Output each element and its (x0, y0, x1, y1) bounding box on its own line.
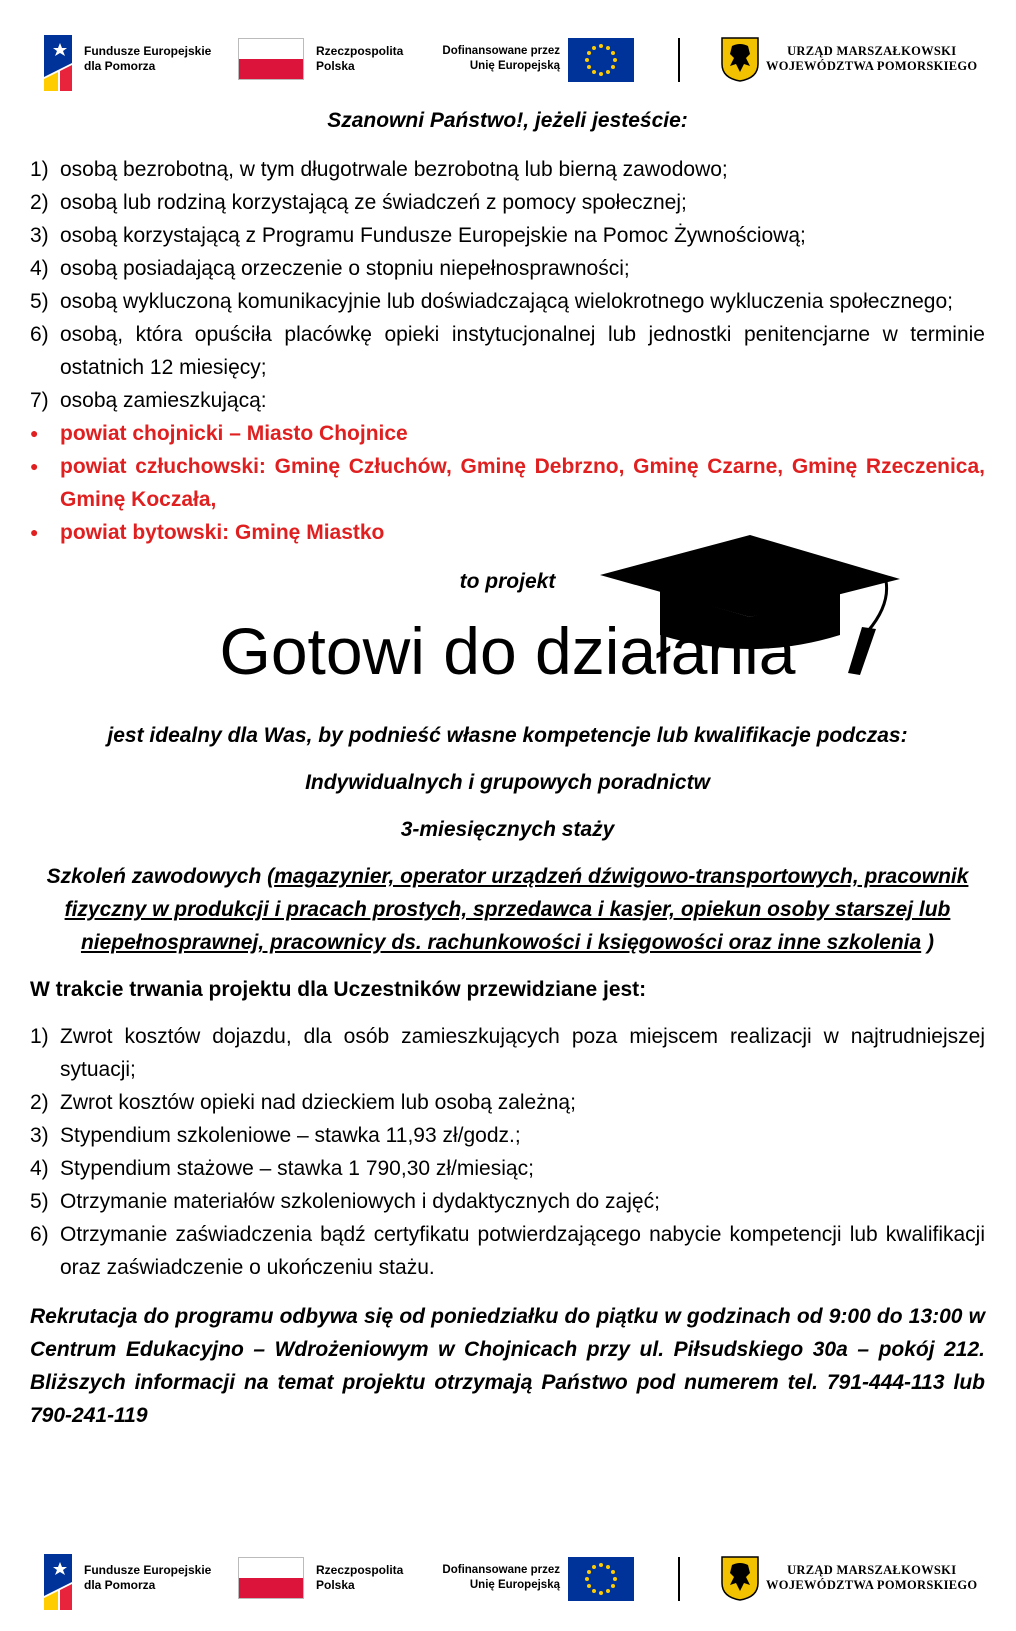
benefits-list (30, 1020, 985, 1284)
list-item: 5) Otrzymanie materiałów szkoleniowych i dydaktycznych do zajęć; (30, 1190, 660, 1213)
urzad-marszalkowski-label: URZĄD MARSZAŁKOWSKI WOJEWÓDZTWA POMORSKIEGO (766, 44, 978, 73)
eu-flag-icon (568, 38, 634, 82)
logo-bar-bottom (0, 1551, 1016, 1631)
benefits-heading: W trakcie trwania projektu dla Uczestników przewidziane jest: (30, 978, 647, 1001)
list-item: 1) osobą bezrobotną, w tym długotrwale bezrobotną lub bierną zawodowo; (30, 158, 728, 181)
list-item: 1) Zwrot kosztów dojazdu, dla osób zamieszkujących poza miejscem realizacji w najtrudniejszej sytuacji; (30, 1025, 985, 1081)
list-item: ● powiat człuchowski: Gminę Człuchów, Gminę Debrzno, Gminę Czarne, Gminę Rzeczenica, Gminę Koczała, (30, 450, 985, 516)
list-item: 3) osobą korzystającą z Programu Fundusze Europejskie na Pomoc Żywnościową; (30, 224, 806, 247)
list-item: ● powiat bytowski: Gminę Miastko (30, 516, 985, 549)
list-item: 5) osobą wykluczoną komunikacyjnie lub doświadczającą wielokrotnego wykluczenia społecznego; (30, 290, 953, 313)
eu-funding-label: Dofinansowane przez Unię Europejską (442, 1564, 560, 1591)
logo-bar-top (0, 32, 1016, 112)
greeting: Szanowni Państwo!, jeżeli jesteście: (327, 109, 688, 132)
bullet-icon: ● (30, 524, 39, 540)
pomorskie-crest-icon (720, 1555, 760, 1601)
rzeczpospolita-polska-label: Rzeczpospolita Polska (316, 1563, 404, 1592)
urzad-marszalkowski-label: URZĄD MARSZAŁKOWSKI WOJEWÓDZTWA POMORSKIEGO (766, 1563, 978, 1592)
polish-flag-icon (238, 1557, 304, 1599)
list-item: 7) osobą zamieszkującą: (30, 389, 267, 412)
list-item: 6) osobą, która opuściła placówkę opieki instytucjonalnej lub jednostki penitencjarne w terminie ostatnich 12 miesięcy; (30, 323, 985, 379)
leaflet-content (30, 104, 985, 1432)
list-item: 2) Zwrot kosztów opieki nad dzieckiem lub osobą zależną; (30, 1091, 576, 1114)
offer-internships: 3-miesięcznych staży (400, 818, 615, 841)
fundusze-europejskie-logo-icon (42, 33, 76, 93)
fundusze-europejskie-label: Fundusze Europejskie dla Pomorza (84, 44, 212, 73)
project-title-block (30, 549, 985, 719)
bullet-icon: ● (30, 425, 39, 441)
eligibility-list (30, 153, 985, 417)
logo-separator (678, 1557, 680, 1601)
training-list: magazynier, operator urządzeń dźwigowo-transportowych, pracownik fizyczny w produkcji i pracach prostych, sprzedawca i kasjer, opiekun osoby starszej lub niepełnosprawnej, pracownicy ds. rachunkowości i księgowości oraz inne szkolenia (64, 865, 969, 954)
offer-counselling: Indywidualnych i grupowych poradnictw (305, 771, 710, 794)
fundusze-europejskie-logo-icon (42, 1552, 76, 1612)
rzeczpospolita-polska-label: Rzeczpospolita Polska (316, 44, 404, 73)
list-item: 6) Otrzymanie zaświadczenia bądź certyfikatu potwierdzającego nabycie kompetencji lub kwalifikacji oraz zaświadczenie o ukończeniu stażu. (30, 1223, 985, 1279)
logo-separator (678, 38, 680, 82)
list-item: 2) osobą lub rodziną korzystającą ze świadczeń z pomocy społecznej; (30, 191, 687, 214)
list-item: 4) osobą posiadającą orzeczenie o stopniu niepełnosprawności; (30, 257, 630, 280)
recruitment-info: Rekrutacja do programu odbywa się od poniedziałku do piątku w godzinach od 9:00 do 13:00 w Centrum Edukacyjno – Wdrożeniowym w Chojnicach przy ul. Piłsudskiego 30a – pokój 212. Bliższych informacji na temat projektu otrzymają Państwo pod numerem tel. 791-444-113 lub 790-241-119 (30, 1305, 985, 1427)
list-item: 3) Stypendium szkoleniowe – stawka 11,93 zł/godz.; (30, 1124, 521, 1147)
eu-funding-label: Dofinansowane przez Unię Europejską (442, 45, 560, 72)
pomorskie-crest-icon (720, 36, 760, 82)
area-list (30, 417, 985, 549)
list-item: ● powiat chojnicki – Miasto Chojnice (30, 417, 985, 450)
eu-flag-icon (568, 1557, 634, 1601)
fundusze-europejskie-label: Fundusze Europejskie dla Pomorza (84, 1563, 212, 1592)
polish-flag-icon (238, 38, 304, 80)
intro-text: jest idealny dla Was, by podnieść własne kompetencje lub kwalifikacje podczas: (107, 724, 908, 747)
project-title: Gotowi do działania (219, 614, 796, 688)
offer-trainings: Szkoleń zawodowych (magazynier, operator urządzeń dźwigowo-transportowych, pracownik fizyczny w produkcji i pracach prostych, sprzedawca i kasjer, opiekun osoby starszej lub niepełnosprawnej, pracownicy ds. rachunkowości i księgowości oraz inne szkolenia ) (46, 865, 969, 954)
list-item: 4) Stypendium stażowe – stawka 1 790,30 zł/miesiąc; (30, 1157, 534, 1180)
bullet-icon: ● (30, 458, 39, 474)
to-projekt-label: to projekt (459, 570, 556, 593)
